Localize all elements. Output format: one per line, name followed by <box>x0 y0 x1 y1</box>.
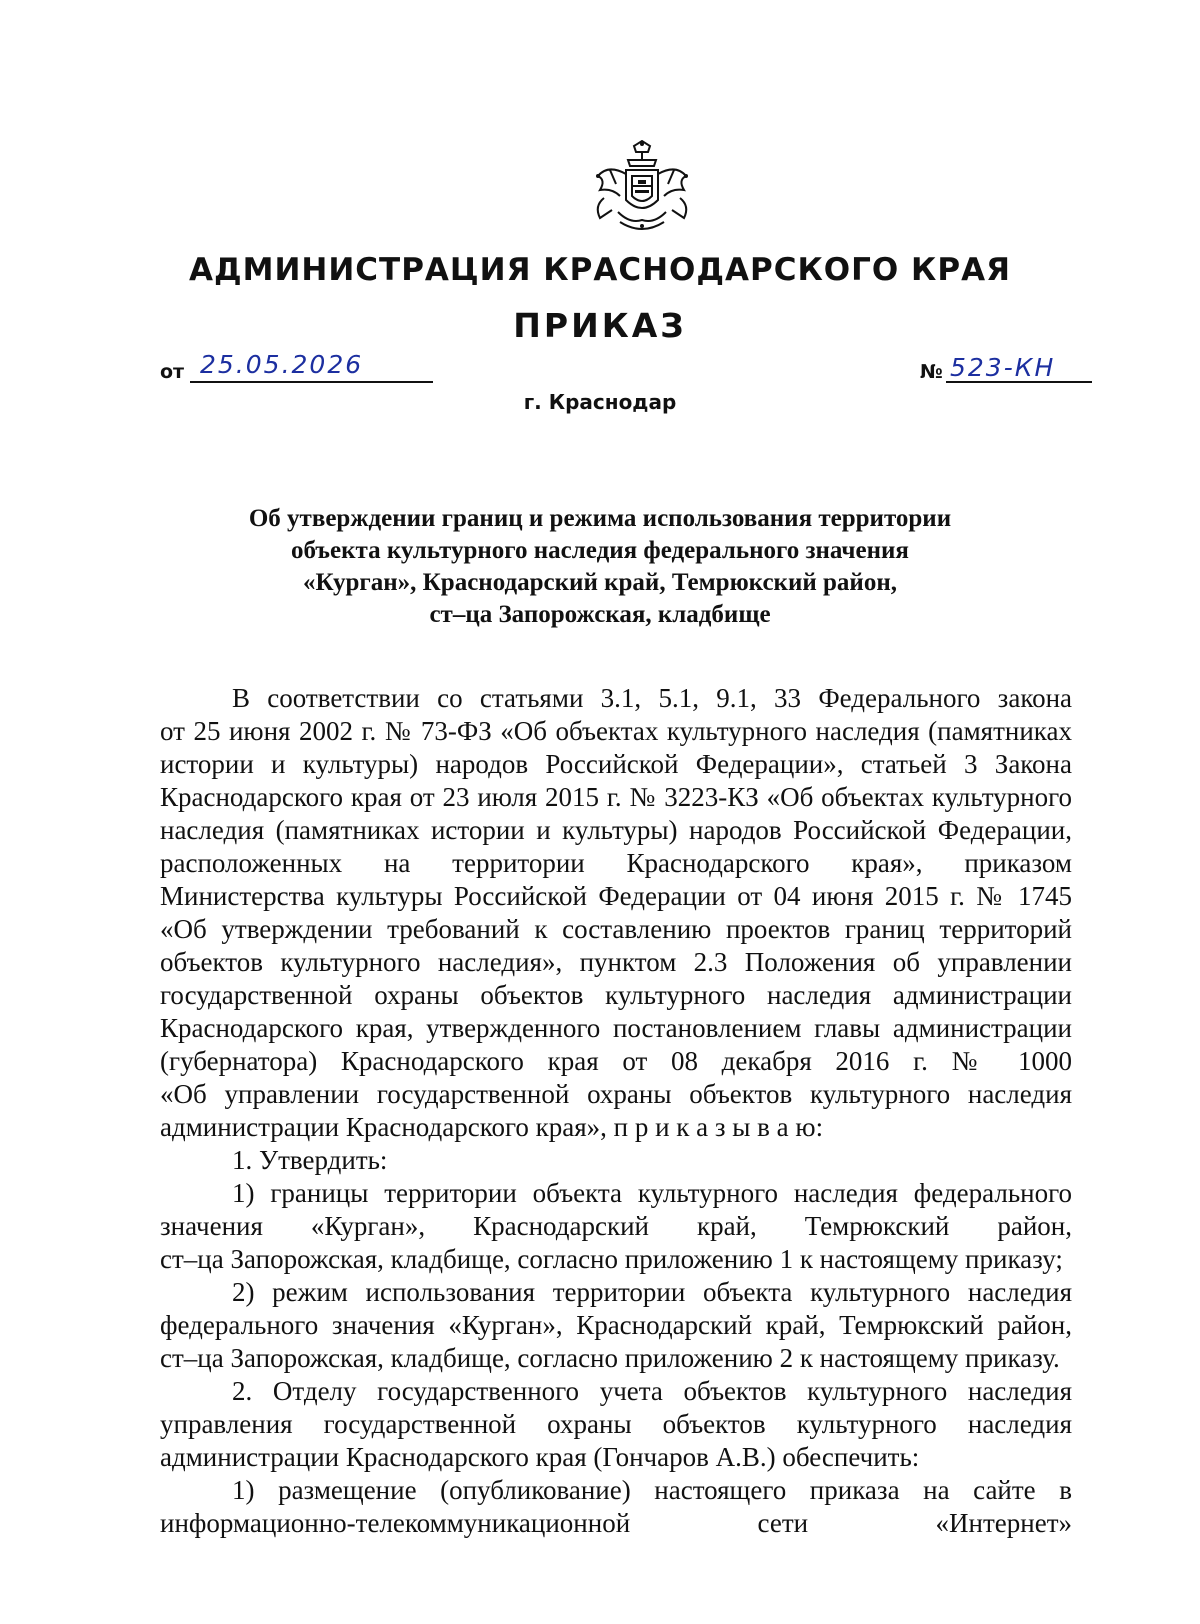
organization-name: АДМИНИСТРАЦИЯ КРАСНОДАРСКОГО КРАЯ <box>189 252 1011 288</box>
body-line: наследия (памятниках истории и культуры) народов Российской Федерации, <box>160 815 1072 845</box>
body-line: Краснодарского края, утвержденного постановлением главы администрации <box>160 1013 1072 1043</box>
date-value: 25.05.2026 <box>200 350 364 379</box>
date-underline <box>190 381 433 383</box>
body-line: ст–ца Запорожская, кладбище, согласно приложению 1 к настоящему приказу; <box>160 1244 1063 1274</box>
body-line: (губернатора) Краснодарского края от 08 декабря 2016 г. № 1000 <box>160 1046 1072 1076</box>
body-line: государственной охраны объектов культурного наследия администрации <box>160 980 1072 1010</box>
document-type: ПРИКАЗ <box>513 306 687 345</box>
body-line: администрации Краснодарского края (Гончаров А.В.) обеспечить: <box>160 1442 920 1472</box>
body-line: 1. Утвердить: <box>232 1145 388 1175</box>
body-line: 2. Отделу государственного учета объектов культурного наследия <box>232 1376 1072 1406</box>
body-line: 1) размещение (опубликование) настоящего приказа на сайте в <box>232 1475 1072 1505</box>
document-title <box>160 503 1040 631</box>
date-label: от <box>160 361 185 383</box>
body-line: информационно-телекоммуникационной сети «Интернет» <box>160 1508 1072 1538</box>
body-line: от 25 июня 2002 г. № 73-ФЗ «Об объектах культурного наследия (памятниках <box>160 716 1072 746</box>
body-line: расположенных на территории Краснодарского края», приказом <box>160 848 1072 878</box>
body-line: управления государственной охраны объектов культурного наследия <box>160 1409 1072 1439</box>
title-line: ст–ца Запорожская, кладбище <box>429 601 771 628</box>
coat-of-arms-icon <box>590 140 694 236</box>
title-line: Об утверждении границ и режима использования территории <box>248 505 952 532</box>
body-line: значения «Курган», Краснодарский край, Темрюкский район, <box>160 1211 1072 1241</box>
body-line: «Об управлении государственной охраны объектов культурного наследия <box>160 1079 1072 1109</box>
number-label: № <box>920 361 943 383</box>
body-line: Краснодарского края от 23 июля 2015 г. № 3223-КЗ «Об объектах культурного <box>160 782 1072 812</box>
body-line: истории и культуры) народов Российской Федерации», статьей 3 Закона <box>160 749 1072 779</box>
body-line: ст–ца Запорожская, кладбище, согласно приложению 2 к настоящему приказу. <box>160 1343 1060 1373</box>
body-line: 2) режим использования территории объекта культурного наследия <box>232 1277 1072 1307</box>
body-line: Министерства культуры Российской Федерации от 04 июня 2015 г. № 1745 <box>160 881 1072 911</box>
body-line: объектов культурного наследия», пунктом 2.3 Положения об управлении <box>160 947 1072 977</box>
body-line: «Об утверждении требований к составлению проектов границ территорий <box>160 914 1072 944</box>
body-line: 1) границы территории объекта культурного наследия федерального <box>232 1178 1072 1208</box>
city-name: г. Краснодар <box>523 390 677 414</box>
body-line: федерального значения «Курган», Краснодарский край, Темрюкский район, <box>160 1310 1072 1340</box>
document-body <box>160 682 1072 1540</box>
body-line: администрации Краснодарского края», п р и к а з ы в а ю: <box>160 1112 824 1142</box>
title-line: «Курган», Краснодарский край, Темрюкский район, <box>303 569 897 596</box>
number-value: 523-КН <box>950 353 1056 382</box>
title-line: объекта культурного наследия федерального значения <box>291 537 909 564</box>
body-line: В соответствии со статьями 3.1, 5.1, 9.1, 33 Федерального закона <box>232 683 1072 713</box>
